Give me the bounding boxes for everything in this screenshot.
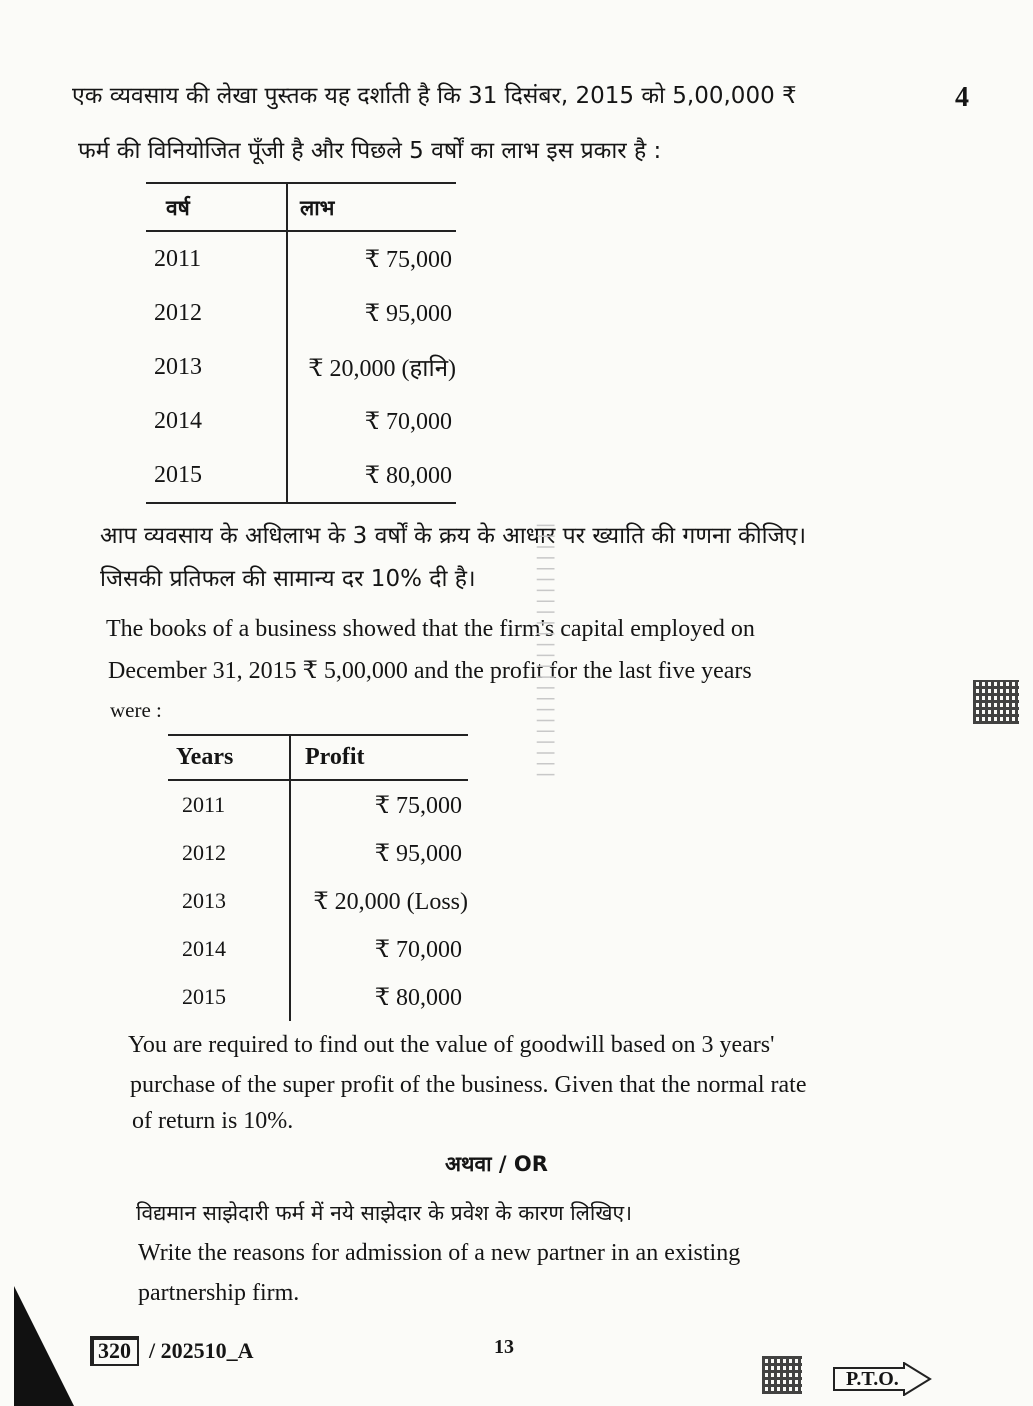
profit-cell: ₹ 80,000 (374, 984, 462, 1011)
table-row (146, 231, 456, 286)
year-cell: 2015 (168, 973, 290, 1021)
hindi-intro-line-1: एक व्यवसाय की लेखा पुस्तक यह दर्शाती है कि 31 दिसंबर, 2015 को 5,00,000 ₹ (72, 83, 797, 109)
table-row (168, 925, 468, 973)
profit-cell: ₹ 20,000 (Loss) (313, 888, 468, 915)
year-cell: 2011 (146, 231, 287, 286)
english-intro-line-1: The books of a business showed that the firm's capital employed on (106, 616, 755, 642)
profit-cell: ₹ 75,000 (374, 792, 462, 819)
faint-watermark-stamp: |||||||||||||||||||||||| (536, 520, 558, 781)
year-cell: 2013 (168, 877, 290, 925)
english-col-profit: Profit (290, 735, 468, 780)
footer-qr-code-icon (762, 1356, 802, 1394)
english-task-line-3: of return is 10%. (132, 1108, 294, 1134)
footer-paper-id: / 202510_A (149, 1338, 254, 1363)
pto-label: P.T.O. (846, 1368, 899, 1390)
alt-english-line-1: Write the reasons for admission of a new partner in an existing (138, 1240, 741, 1266)
qr-code-icon (973, 680, 1019, 724)
table-row (168, 829, 468, 877)
hindi-task-line-1: आप व्यवसाय के अधिलाभ के 3 वर्षों के क्रय के आधार पर ख्याति की गणना कीजिए। (100, 523, 807, 549)
profit-cell: ₹ 70,000 (364, 408, 452, 435)
table-row (168, 877, 468, 925)
table-row (146, 394, 456, 448)
hindi-col-year: वर्ष (146, 183, 287, 231)
profit-cell: ₹ 95,000 (364, 300, 452, 327)
or-label: अथवा / OR (445, 1152, 548, 1176)
alt-english-line-2: partnership firm. (138, 1280, 300, 1306)
year-cell: 2015 (146, 448, 287, 503)
profit-cell: ₹ 80,000 (364, 462, 452, 489)
hindi-task-line-2: जिसकी प्रतिफल की सामान्य दर 10% दी है। (100, 566, 476, 592)
english-intro-line-3: were : (110, 698, 162, 722)
english-profit-table (168, 734, 468, 1021)
profit-cell: ₹ 95,000 (374, 840, 462, 867)
year-cell: 2012 (146, 286, 287, 340)
question-marks: 4 (955, 82, 969, 113)
profit-cell: ₹ 75,000 (364, 246, 452, 273)
profit-cell: ₹ 20,000 (हानि) (308, 355, 456, 382)
table-row (168, 780, 468, 829)
alt-hindi-question: विद्यमान साझेदारी फर्म में नये साझेदार के प्रवेश के कारण लिखिए। (136, 1201, 633, 1225)
page-number: 13 (494, 1336, 514, 1358)
pto-arrow (832, 1362, 932, 1396)
year-cell: 2013 (146, 340, 287, 394)
table-row (146, 340, 456, 394)
english-col-year: Years (168, 735, 290, 780)
year-cell: 2014 (146, 394, 287, 448)
hindi-intro-line-2: फर्म की विनियोजित पूँजी है और पिछले 5 वर्षों का लाभ इस प्रकार है : (78, 138, 662, 164)
hindi-col-profit: लाभ (287, 183, 456, 231)
table-row (168, 973, 468, 1021)
english-task-line-1: You are required to find out the value of goodwill based on 3 years' (128, 1032, 775, 1058)
table-row (146, 286, 456, 340)
footer-code-box: 320 (90, 1336, 139, 1366)
year-cell: 2014 (168, 925, 290, 973)
profit-cell: ₹ 70,000 (374, 936, 462, 963)
footer-paper-code (90, 1336, 254, 1366)
year-cell: 2011 (168, 780, 290, 829)
hindi-profit-table (146, 182, 456, 504)
english-task-line-2: purchase of the super profit of the business. Given that the normal rate (130, 1072, 807, 1098)
scan-shadow (14, 1286, 74, 1406)
english-intro-line-2: December 31, 2015 ₹ 5,00,000 and the profit for the last five years (108, 658, 752, 684)
table-row (146, 448, 456, 503)
year-cell: 2012 (168, 829, 290, 877)
